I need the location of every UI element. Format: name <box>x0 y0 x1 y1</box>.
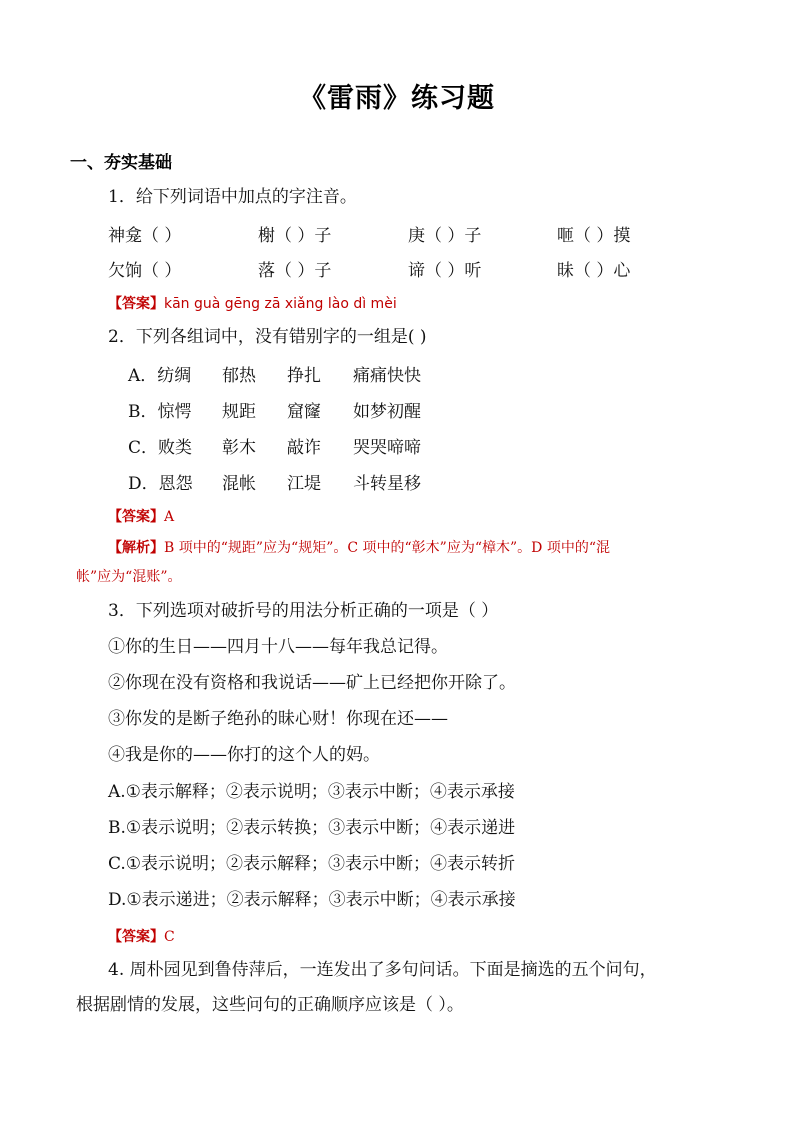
question-3-option: B.①表示说明；②表示转换；③表示中断；④表示递进 <box>108 818 516 838</box>
option-word: 斗转星移 <box>353 474 421 494</box>
question-4-stem: 4. 周朴园见到鲁侍萍后，一连发出了多句问话。下面是摘选的五个问句， <box>108 960 657 980</box>
option-word: 江堤 <box>287 474 321 494</box>
question-3-item: ①你的生日——四月十八——每年我总记得。 <box>108 637 448 657</box>
answer-text: kān guà gēng zā xiǎng lào dì mèi <box>164 296 397 312</box>
answer-text: A <box>164 509 175 525</box>
answer-text: C <box>164 929 175 945</box>
option-label: A．纺绸 <box>128 366 192 386</box>
answer-tag: 【答案】 <box>108 509 164 525</box>
question-2-analysis <box>108 537 610 557</box>
option-word: 窟窿 <box>287 402 321 422</box>
question-1-stem: 1．给下列词语中加点的字注音。 <box>108 187 357 207</box>
option-word: 如梦初醒 <box>353 402 421 422</box>
option-label: B．惊愕 <box>128 402 192 422</box>
question-3-option: C.①表示说明；②表示解释；③表示中断；④表示转折 <box>108 854 516 874</box>
word-cell: 昧（ ）心 <box>557 261 631 281</box>
question-2-answer <box>108 506 174 526</box>
question-3-item: ②你现在没有资格和我说话——矿上已经把你开除了。 <box>108 673 516 693</box>
option-word: 彰木 <box>222 438 256 458</box>
analysis-tag: 【解析】 <box>108 540 164 556</box>
word-cell: 欠饷（ ） <box>108 261 182 281</box>
word-cell: 谛（ ）听 <box>408 261 482 281</box>
word-cell: 咂（ ）摸 <box>557 226 631 246</box>
question-3-option: A.①表示解释；②表示说明；③表示中断；④表示承接 <box>108 782 515 802</box>
option-word: 郁热 <box>222 366 256 386</box>
option-word: 混帐 <box>222 474 256 494</box>
section-heading: 一、夯实基础 <box>70 153 172 173</box>
word-cell: 神龛（ ） <box>108 226 182 246</box>
option-word: 痛痛快快 <box>353 366 421 386</box>
question-3-item: ③你发的是断子绝孙的昧心财！你现在还—— <box>108 709 448 729</box>
question-3-item: ④我是你的——你打的这个人的妈。 <box>108 745 380 765</box>
answer-tag: 【答案】 <box>108 929 164 945</box>
option-word: 挣扎 <box>287 366 321 386</box>
page-title: 《雷雨》练习题 <box>299 83 495 114</box>
question-3-option: D.①表示递进；②表示解释；③表示中断；④表示承接 <box>108 890 516 910</box>
word-cell: 落（ ）子 <box>258 261 332 281</box>
option-word: 规距 <box>222 402 256 422</box>
word-cell: 庚（ ）子 <box>408 226 482 246</box>
question-4-stem-continued: 根据剧情的发展，这些问句的正确顺序应该是（ ）。 <box>76 995 464 1015</box>
option-label: C．败类 <box>128 438 193 458</box>
question-2-analysis-continued: 帐”应为“混账”。 <box>76 569 182 585</box>
question-3-answer <box>108 926 175 946</box>
word-cell: 榭（ ）子 <box>258 226 332 246</box>
option-label: D．恩怨 <box>128 474 193 494</box>
analysis-text: B 项中的“规距”应为“规矩”。C 项中的“彰木”应为“樟木”。D 项中的“混 <box>164 540 610 556</box>
question-3-stem: 3．下列选项对破折号的用法分析正确的一项是（ ） <box>108 601 499 621</box>
option-word: 敲诈 <box>287 438 321 458</box>
question-2-stem: 2．下列各组词中，没有错别字的一组是( ) <box>108 327 427 347</box>
question-1-answer <box>108 293 397 313</box>
option-word: 哭哭啼啼 <box>353 438 421 458</box>
answer-tag: 【答案】 <box>108 296 164 312</box>
